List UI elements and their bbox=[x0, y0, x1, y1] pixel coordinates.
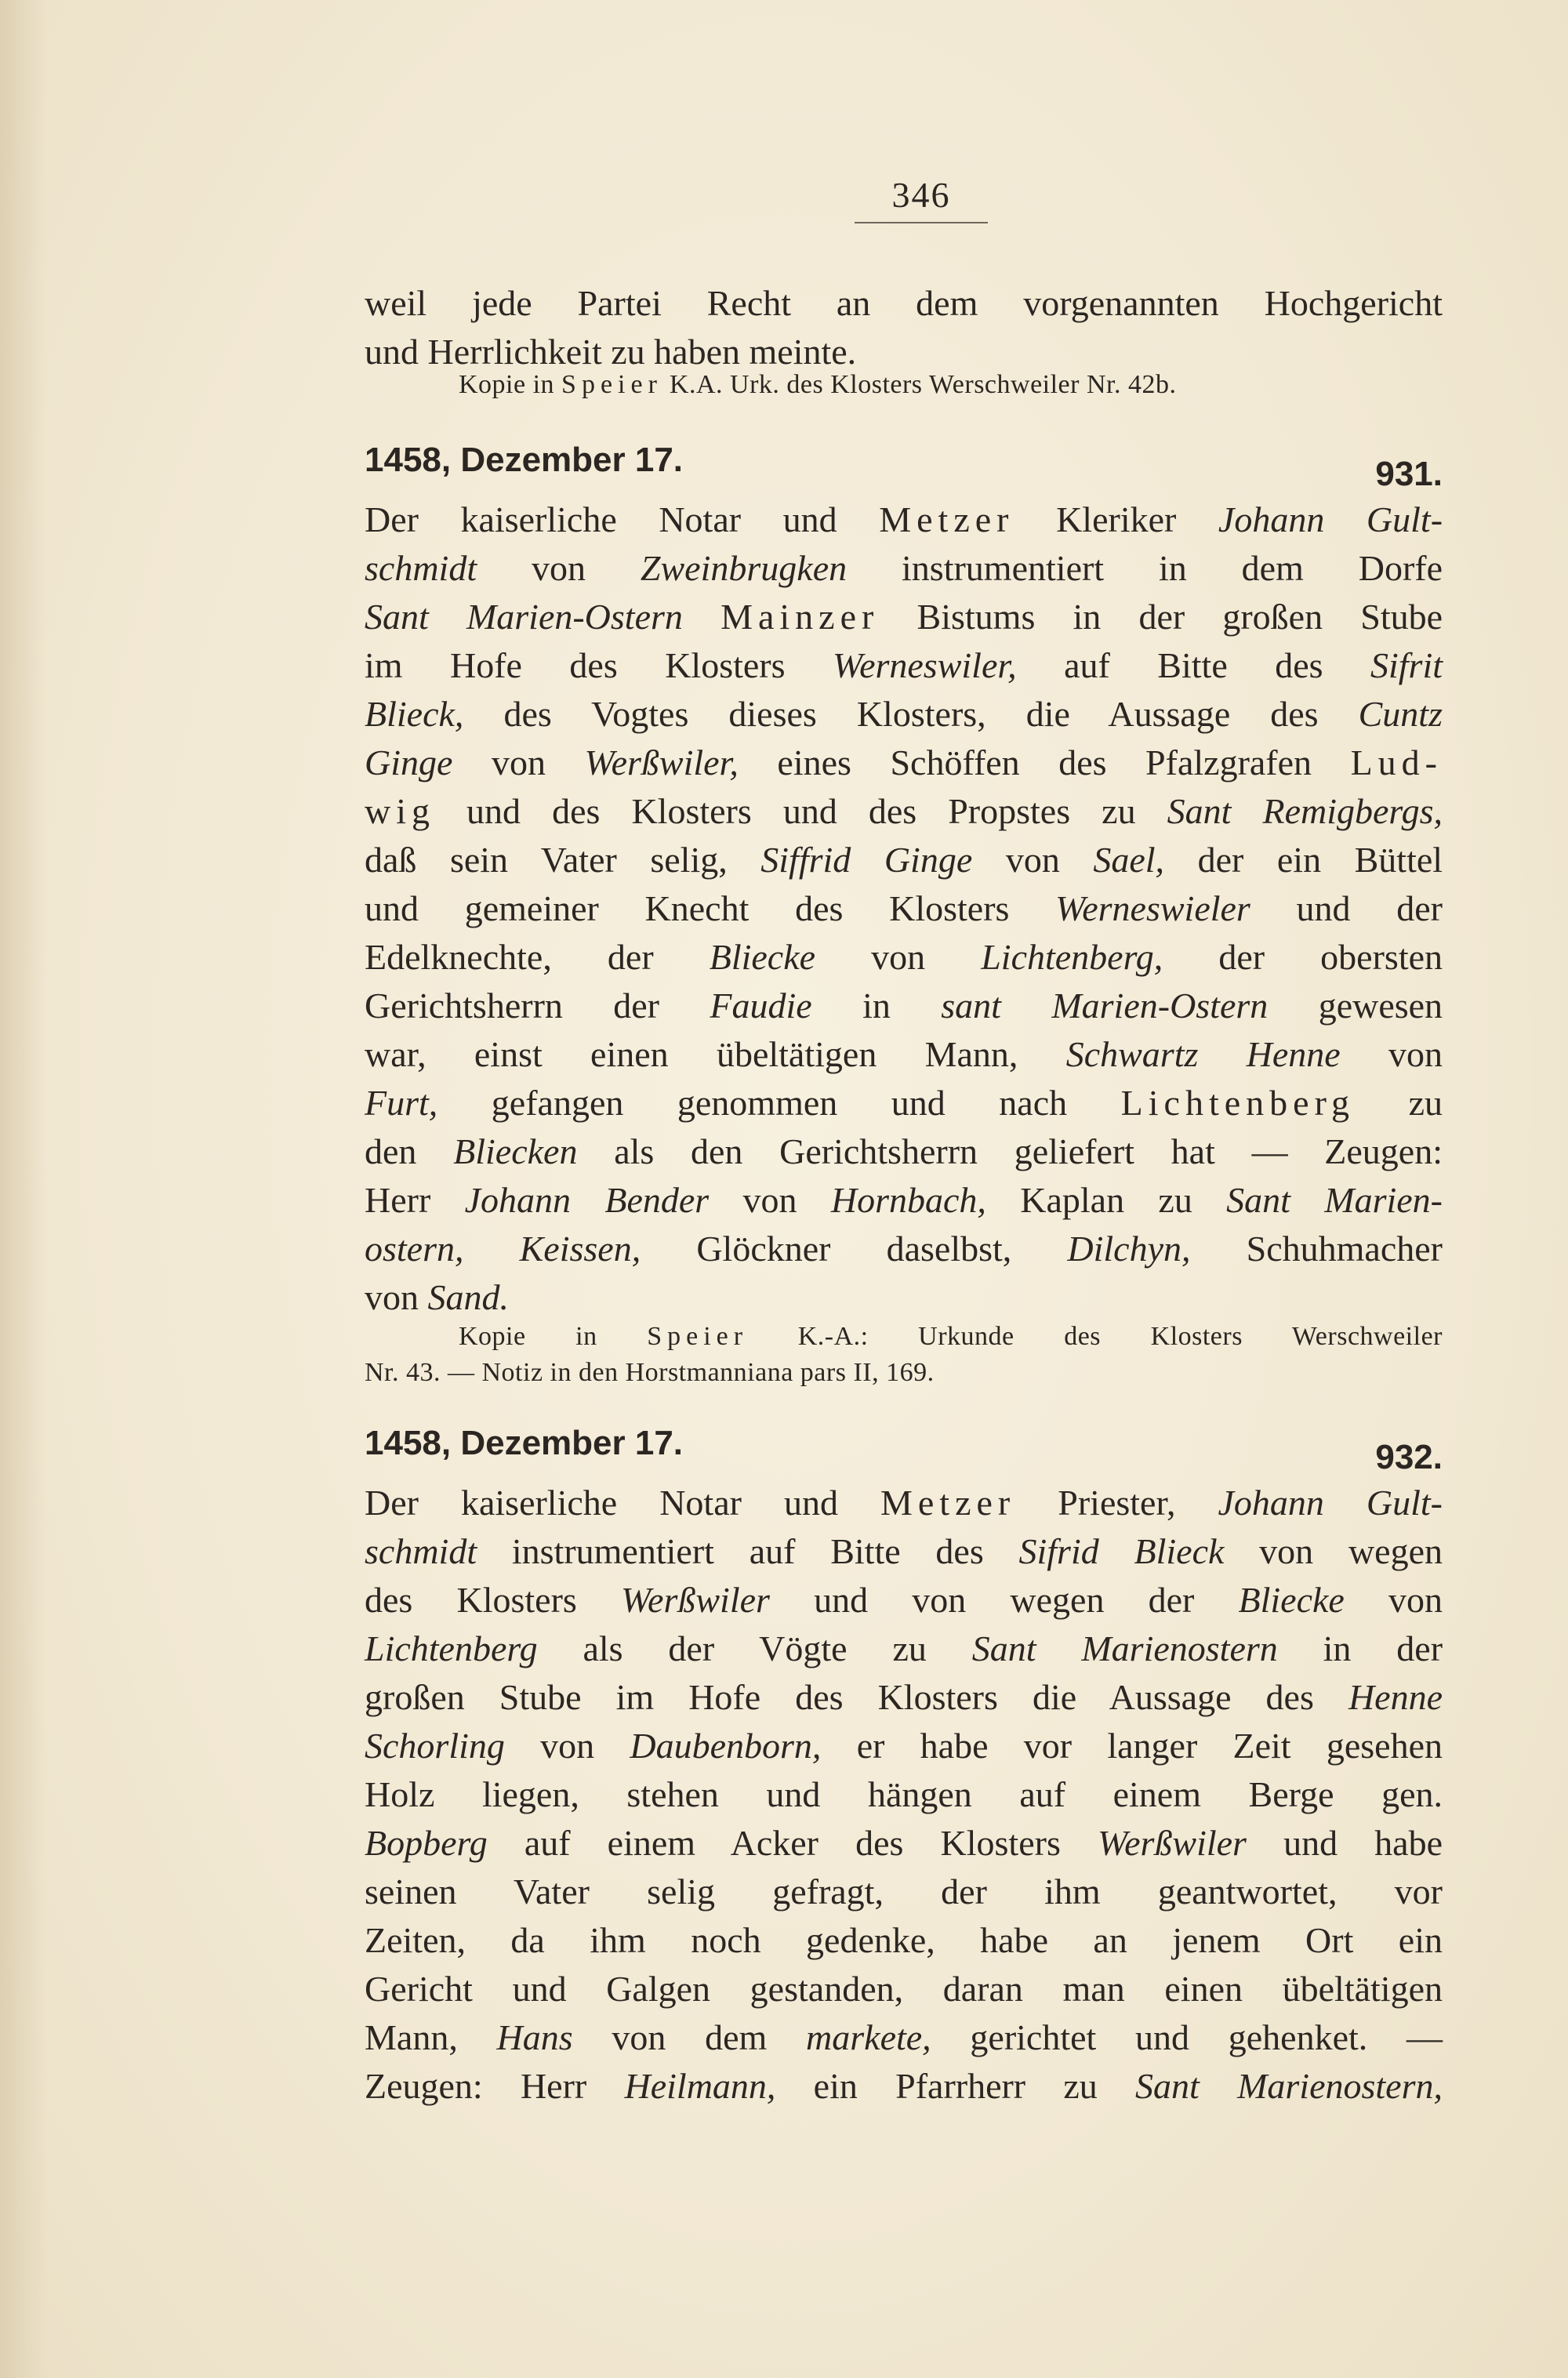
entry-931-text bbox=[365, 496, 1443, 1322]
text-line: und Herrlichkeit zu haben meinte. bbox=[365, 332, 857, 372]
entry-heading-931 bbox=[365, 441, 1443, 496]
text-line: Zeiten, da ihm noch gedenke, habe an jenem Ort ein bbox=[365, 1920, 1443, 1960]
text-line: daß sein Vater selig, Siffrid Ginge von Sael, der ein Büttel bbox=[365, 840, 1443, 880]
text-line: Gerichtsherrn der Faudie in sant Marien-Ostern gewesen bbox=[365, 986, 1443, 1026]
text-line: Ginge von Werßwiler, eines Schöffen des Pfalzgrafen Lud- bbox=[365, 742, 1443, 782]
entry-heading-932 bbox=[365, 1424, 1443, 1479]
entry-931-source-note bbox=[365, 1319, 1443, 1391]
text-line: Blieck, des Vogtes dieses Klosters, die Aussage des Cuntz bbox=[365, 694, 1443, 734]
intro-source-note bbox=[365, 367, 1443, 403]
text-line: und gemeiner Knecht des Klosters Werneswieler und der bbox=[365, 888, 1443, 928]
text-line: Zeugen: Herr Heilmann, ein Pfarrherr zu Sant Marienostern, bbox=[365, 2066, 1443, 2106]
text-line: Der kaiserliche Notar und Metzer Kleriker Johann Gult- bbox=[365, 499, 1443, 539]
text-line: Schorling von Daubenborn, er habe vor langer Zeit gesehen bbox=[365, 1726, 1443, 1766]
text-line: Herr Johann Bender von Hornbach, Kaplan zu Sant Marien- bbox=[365, 1180, 1443, 1220]
source-line: Kopie in Speier K.-A.: Urkunde des Klosters Werschweiler bbox=[459, 1322, 1443, 1351]
text-line: Bopberg auf einem Acker des Klosters Werßwiler und habe bbox=[365, 1823, 1443, 1863]
entry-number: 932. bbox=[1375, 1438, 1443, 1476]
binding-gutter bbox=[0, 0, 47, 2378]
entry-932-text bbox=[365, 1479, 1443, 2111]
text-line: war, einst einen übeltätigen Mann, Schwartz Henne von bbox=[365, 1034, 1443, 1074]
text-line: wig und des Klosters und des Propstes zu Sant Remigbergs, bbox=[365, 791, 1443, 831]
text-line: schmidt instrumentiert auf Bitte des Sifrid Blieck von wegen bbox=[365, 1531, 1443, 1571]
text-line: im Hofe des Klosters Werneswiler, auf Bitte des Sifrit bbox=[365, 645, 1443, 685]
text-line: des Klosters Werßwiler und von wegen der Bliecke von bbox=[365, 1580, 1443, 1620]
intro-paragraph bbox=[365, 279, 1443, 376]
source-line: Nr. 43. — Notiz in den Horstmanniana pars II, 169. bbox=[365, 1358, 935, 1387]
text-line: Holz liegen, stehen und hängen auf einem Berge gen. bbox=[365, 1774, 1443, 1814]
text-line: Edelknechte, der Bliecke von Lichtenberg, der obersten bbox=[365, 937, 1443, 977]
text-line: Furt, gefangen genommen und nach Lichtenberg zu bbox=[365, 1083, 1443, 1123]
text-line: schmidt von Zweinbrugken instrumentiert in dem Dorfe bbox=[365, 548, 1443, 588]
entry-number: 931. bbox=[1375, 455, 1443, 493]
text-line: Gericht und Galgen gestanden, daran man einen übeltätigen bbox=[365, 1969, 1443, 2009]
text-line: Mann, Hans von dem markete, gerichtet und gehenket. — bbox=[365, 2017, 1443, 2057]
text-line: seinen Vater selig gefragt, der ihm geantwortet, vor bbox=[365, 1872, 1443, 1911]
text-line: Lichtenberg als der Vögte zu Sant Marienostern in der bbox=[365, 1628, 1443, 1668]
entry-date: 1458, Dezember 17. bbox=[365, 441, 684, 479]
text-line: ostern, Keissen, Glöckner daselbst, Dilchyn, Schuhmacher bbox=[365, 1229, 1443, 1269]
page-number: 346 bbox=[137, 174, 1568, 223]
text-line: von Sand. bbox=[365, 1277, 509, 1317]
entry-date: 1458, Dezember 17. bbox=[365, 1424, 684, 1462]
text-line: Der kaiserliche Notar und Metzer Priester, Johann Gult- bbox=[365, 1483, 1443, 1523]
text-line: den Bliecken als den Gerichtsherrn geliefert hat — Zeugen: bbox=[365, 1131, 1443, 1171]
source-line: Kopie in Speier K.A. Urk. des Klosters Werschweiler Nr. 42b. bbox=[459, 370, 1177, 399]
text-line: weil jede Partei Recht an dem vorgenannten Hochgericht bbox=[365, 283, 1443, 323]
text-line: großen Stube im Hofe des Klosters die Aussage des Henne bbox=[365, 1677, 1443, 1717]
text-line: Sant Marien-Ostern Mainzer Bistums in der großen Stube bbox=[365, 597, 1443, 637]
